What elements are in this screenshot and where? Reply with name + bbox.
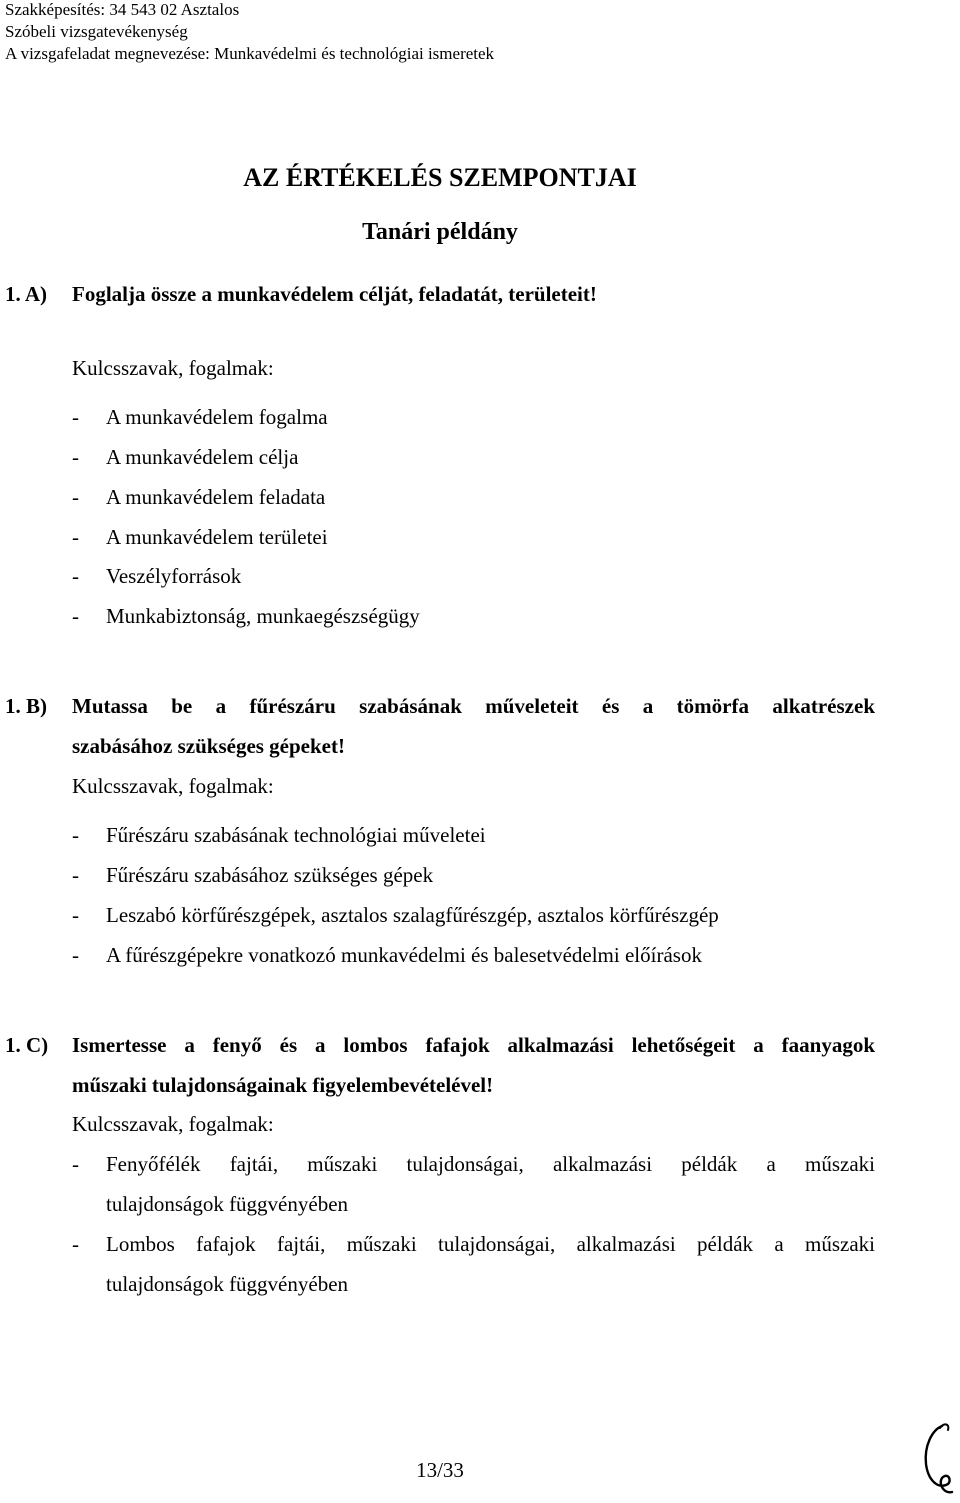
header-task-name: A vizsgafeladat megnevezése: Munkavédelmi és technológiai ismeretek bbox=[5, 44, 495, 63]
question-number: 1. C) bbox=[5, 1033, 49, 1057]
question-text-line2: szabásához szükséges gépeket! bbox=[72, 734, 345, 758]
question-text-line1: Mutassa be a fűrészáru szabásának műveleteit és a tömörfa alkatrészek bbox=[72, 694, 875, 718]
header-exam-type: Szóbeli vizsgatevékenység bbox=[5, 22, 188, 41]
question-number: 1. A) bbox=[5, 282, 47, 306]
question-text-line1: Ismertesse a fenyő és a lombos fafajok alkalmazási lehetőségeit a faanyagok bbox=[72, 1033, 875, 1057]
question-text-line2: műszaki tulajdonságainak figyelembevételével! bbox=[72, 1073, 494, 1097]
page-number: 13/33 bbox=[416, 1458, 464, 1482]
keywords-label: Kulcsszavak, fogalmak: bbox=[72, 356, 274, 380]
question-text: Foglalja össze a munkavédelem célját, feladatát, területeit! bbox=[72, 282, 597, 306]
page-subtitle: Tanári példány bbox=[362, 219, 518, 245]
page-title: AZ ÉRTÉKELÉS SZEMPONTJAI bbox=[243, 163, 637, 192]
question-number: 1. B) bbox=[5, 694, 47, 718]
keywords-label: Kulcsszavak, fogalmak: bbox=[72, 1112, 274, 1136]
keywords-label: Kulcsszavak, fogalmak: bbox=[72, 774, 274, 798]
signature-icon bbox=[918, 1420, 958, 1498]
header-qualification: Szakképesítés: 34 543 02 Asztalos bbox=[5, 0, 240, 19]
